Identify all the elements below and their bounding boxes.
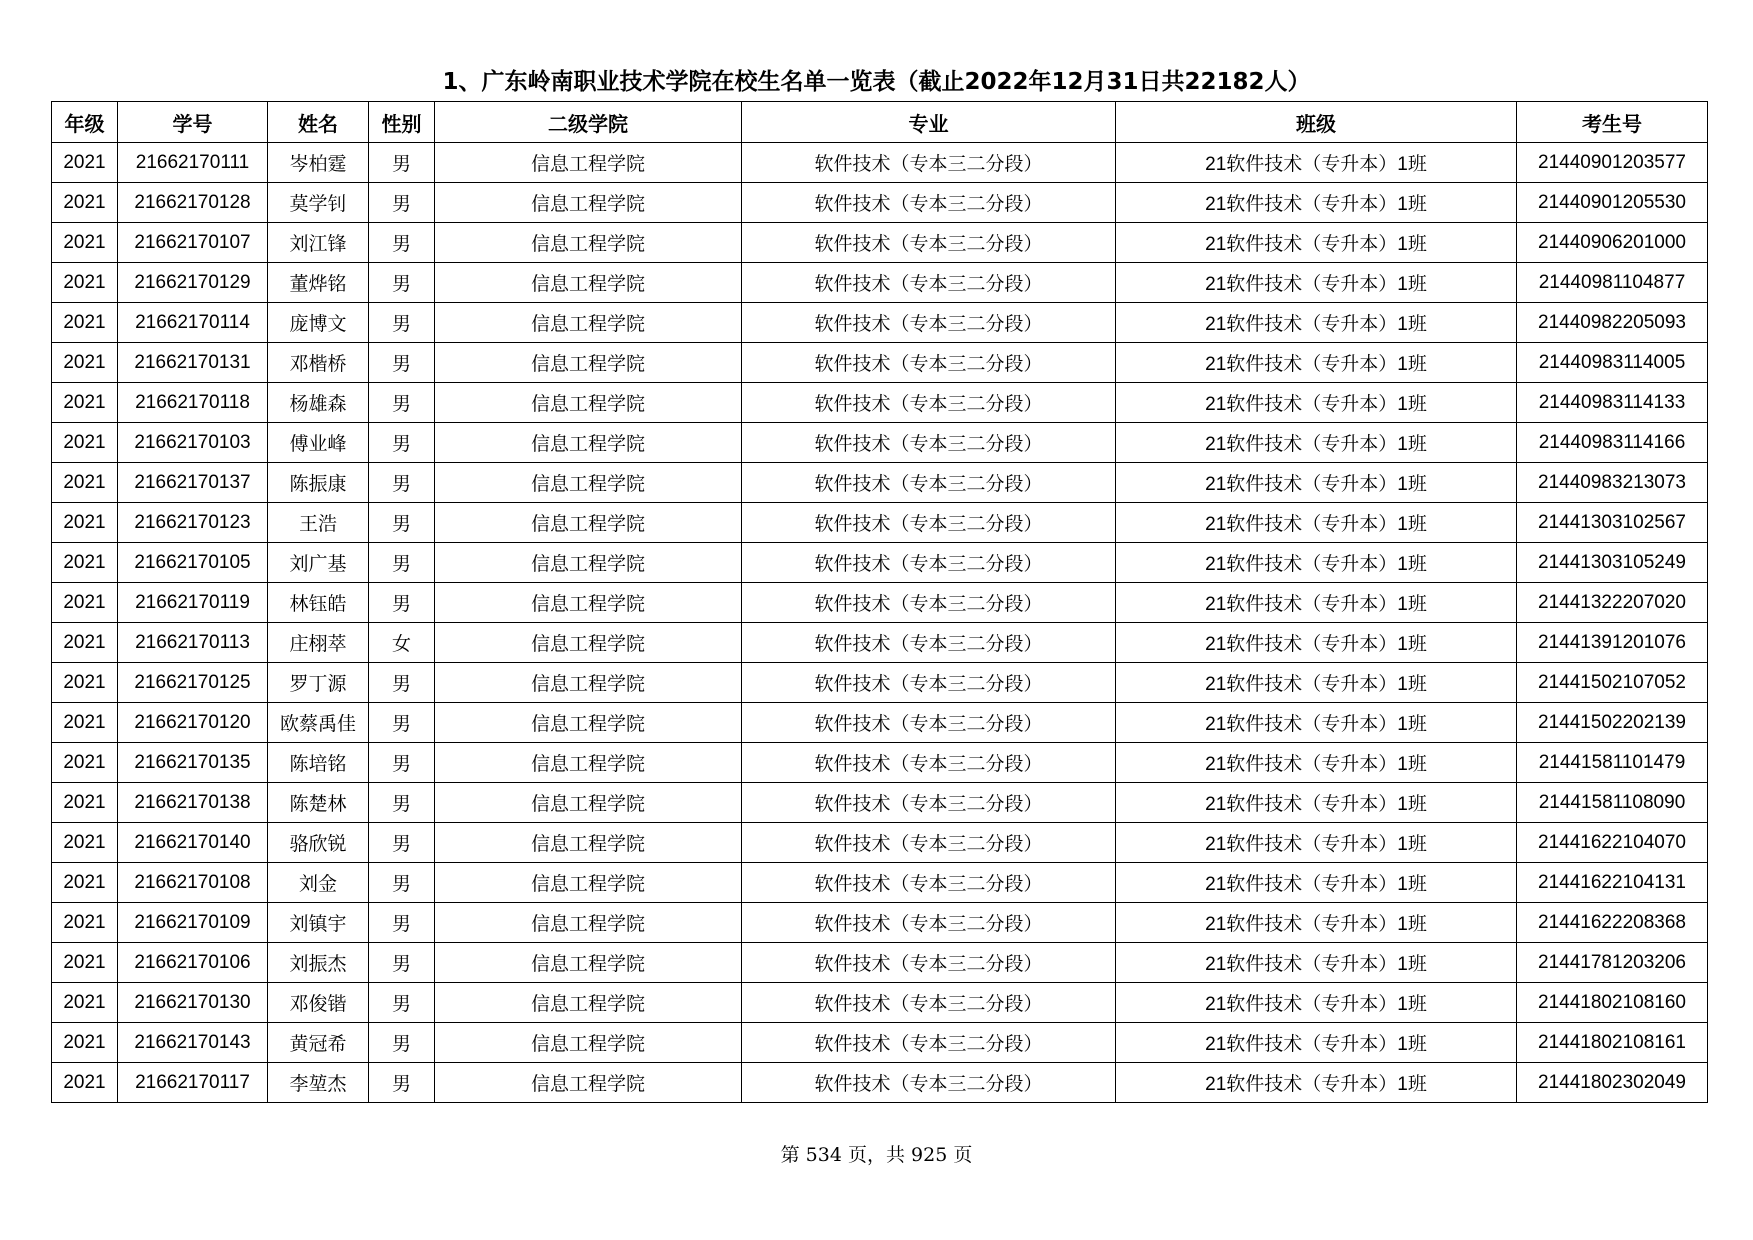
major-cell: 软件技术（专本三二分段） — [742, 903, 1116, 943]
school-cell: 信息工程学院 — [435, 743, 742, 783]
header-major: 专业 — [742, 102, 1116, 143]
student-id-cell: 21662170105 — [118, 543, 268, 583]
exam-id-cell: 21440981104877 — [1517, 263, 1708, 303]
student-id-cell: 21662170143 — [118, 1023, 268, 1063]
school-cell: 信息工程学院 — [435, 463, 742, 503]
exam-id-cell: 21441581108090 — [1517, 783, 1708, 823]
header-grade: 年级 — [52, 102, 118, 143]
exam-id-cell: 21440983114133 — [1517, 383, 1708, 423]
major-cell: 软件技术（专本三二分段） — [742, 863, 1116, 903]
class-cell: 21软件技术（专升本）1班 — [1116, 263, 1517, 303]
grade-cell: 2021 — [52, 143, 118, 183]
name-cell: 庄栩萃 — [268, 623, 369, 663]
table-row — [52, 1023, 1708, 1063]
table-row — [52, 743, 1708, 783]
exam-id-cell: 21440982205093 — [1517, 303, 1708, 343]
gender-cell: 男 — [369, 783, 435, 823]
school-cell: 信息工程学院 — [435, 343, 742, 383]
class-cell: 21软件技术（专升本）1班 — [1116, 143, 1517, 183]
school-cell: 信息工程学院 — [435, 903, 742, 943]
grade-cell: 2021 — [52, 463, 118, 503]
major-cell: 软件技术（专本三二分段） — [742, 383, 1116, 423]
gender-cell: 男 — [369, 863, 435, 903]
major-cell: 软件技术（专本三二分段） — [742, 183, 1116, 223]
table-row — [52, 543, 1708, 583]
table-row — [52, 503, 1708, 543]
table-row — [52, 383, 1708, 423]
grade-cell: 2021 — [52, 823, 118, 863]
gender-cell: 男 — [369, 503, 435, 543]
major-cell: 软件技术（专本三二分段） — [742, 783, 1116, 823]
header-name: 姓名 — [268, 102, 369, 143]
table-row — [52, 183, 1708, 223]
student-id-cell: 21662170119 — [118, 583, 268, 623]
student-id-cell: 21662170108 — [118, 863, 268, 903]
table-row — [52, 983, 1708, 1023]
name-cell: 刘振杰 — [268, 943, 369, 983]
school-cell: 信息工程学院 — [435, 943, 742, 983]
class-cell: 21软件技术（专升本）1班 — [1116, 423, 1517, 463]
grade-cell: 2021 — [52, 183, 118, 223]
table-row — [52, 823, 1708, 863]
class-cell: 21软件技术（专升本）1班 — [1116, 783, 1517, 823]
name-cell: 刘镇宇 — [268, 903, 369, 943]
class-cell: 21软件技术（专升本）1班 — [1116, 1063, 1517, 1103]
major-cell: 软件技术（专本三二分段） — [742, 543, 1116, 583]
table-row — [52, 623, 1708, 663]
major-cell: 软件技术（专本三二分段） — [742, 463, 1116, 503]
gender-cell: 男 — [369, 983, 435, 1023]
student-id-cell: 21662170137 — [118, 463, 268, 503]
class-cell: 21软件技术（专升本）1班 — [1116, 583, 1517, 623]
page-title: 1、广东岭南职业技术学院在校生名单一览表（截止2022年12月31日共22182人） — [442, 69, 1311, 95]
grade-cell: 2021 — [52, 943, 118, 983]
table-row — [52, 1063, 1708, 1103]
gender-cell: 男 — [369, 183, 435, 223]
grade-cell: 2021 — [52, 423, 118, 463]
grade-cell: 2021 — [52, 663, 118, 703]
name-cell: 罗丁源 — [268, 663, 369, 703]
name-cell: 岑柏霆 — [268, 143, 369, 183]
name-cell: 傅业峰 — [268, 423, 369, 463]
gender-cell: 男 — [369, 1063, 435, 1103]
name-cell: 刘金 — [268, 863, 369, 903]
gender-cell: 男 — [369, 423, 435, 463]
student-id-cell: 21662170113 — [118, 623, 268, 663]
grade-cell: 2021 — [52, 263, 118, 303]
exam-id-cell: 21440906201000 — [1517, 223, 1708, 263]
table-row — [52, 863, 1708, 903]
exam-id-cell: 21441622104070 — [1517, 823, 1708, 863]
class-cell: 21软件技术（专升本）1班 — [1116, 303, 1517, 343]
school-cell: 信息工程学院 — [435, 143, 742, 183]
student-id-cell: 21662170128 — [118, 183, 268, 223]
name-cell: 陈振康 — [268, 463, 369, 503]
school-cell: 信息工程学院 — [435, 223, 742, 263]
name-cell: 黄冠希 — [268, 1023, 369, 1063]
exam-id-cell: 21441303102567 — [1517, 503, 1708, 543]
exam-id-cell: 21440983114005 — [1517, 343, 1708, 383]
school-cell: 信息工程学院 — [435, 863, 742, 903]
grade-cell: 2021 — [52, 783, 118, 823]
student-roster-table — [51, 101, 1708, 1103]
table-row — [52, 903, 1708, 943]
school-cell: 信息工程学院 — [435, 423, 742, 463]
header-exam-id: 考生号 — [1517, 102, 1708, 143]
table-row — [52, 663, 1708, 703]
gender-cell: 男 — [369, 903, 435, 943]
table-row — [52, 303, 1708, 343]
gender-cell: 男 — [369, 1023, 435, 1063]
class-cell: 21软件技术（专升本）1班 — [1116, 183, 1517, 223]
table-row — [52, 343, 1708, 383]
exam-id-cell: 21441322207020 — [1517, 583, 1708, 623]
class-cell: 21软件技术（专升本）1班 — [1116, 983, 1517, 1023]
gender-cell: 男 — [369, 263, 435, 303]
gender-cell: 男 — [369, 703, 435, 743]
major-cell: 软件技术（专本三二分段） — [742, 503, 1116, 543]
grade-cell: 2021 — [52, 983, 118, 1023]
table-row — [52, 583, 1708, 623]
grade-cell: 2021 — [52, 223, 118, 263]
class-cell: 21软件技术（专升本）1班 — [1116, 383, 1517, 423]
school-cell: 信息工程学院 — [435, 783, 742, 823]
table-row — [52, 423, 1708, 463]
gender-cell: 男 — [369, 463, 435, 503]
student-id-cell: 21662170138 — [118, 783, 268, 823]
school-cell: 信息工程学院 — [435, 183, 742, 223]
class-cell: 21软件技术（专升本）1班 — [1116, 543, 1517, 583]
table-row — [52, 143, 1708, 183]
exam-id-cell: 21441802108161 — [1517, 1023, 1708, 1063]
class-cell: 21软件技术（专升本）1班 — [1116, 703, 1517, 743]
grade-cell: 2021 — [52, 903, 118, 943]
header-school: 二级学院 — [435, 102, 742, 143]
exam-id-cell: 21441303105249 — [1517, 543, 1708, 583]
student-id-cell: 21662170118 — [118, 383, 268, 423]
grade-cell: 2021 — [52, 503, 118, 543]
table-row — [52, 223, 1708, 263]
student-id-cell: 21662170111 — [118, 143, 268, 183]
student-id-cell: 21662170114 — [118, 303, 268, 343]
exam-id-cell: 21441581101479 — [1517, 743, 1708, 783]
school-cell: 信息工程学院 — [435, 623, 742, 663]
student-id-cell: 21662170123 — [118, 503, 268, 543]
grade-cell: 2021 — [52, 743, 118, 783]
student-id-cell: 21662170109 — [118, 903, 268, 943]
school-cell: 信息工程学院 — [435, 543, 742, 583]
exam-id-cell: 21441502107052 — [1517, 663, 1708, 703]
student-id-cell: 21662170140 — [118, 823, 268, 863]
class-cell: 21软件技术（专升本）1班 — [1116, 823, 1517, 863]
major-cell: 软件技术（专本三二分段） — [742, 703, 1116, 743]
major-cell: 软件技术（专本三二分段） — [742, 743, 1116, 783]
school-cell: 信息工程学院 — [435, 663, 742, 703]
name-cell: 陈培铭 — [268, 743, 369, 783]
exam-id-cell: 21441622104131 — [1517, 863, 1708, 903]
exam-id-cell: 21441622208368 — [1517, 903, 1708, 943]
major-cell: 软件技术（专本三二分段） — [742, 263, 1116, 303]
grade-cell: 2021 — [52, 343, 118, 383]
student-id-cell: 21662170125 — [118, 663, 268, 703]
class-cell: 21软件技术（专升本）1班 — [1116, 223, 1517, 263]
name-cell: 邓俊锴 — [268, 983, 369, 1023]
student-id-cell: 21662170107 — [118, 223, 268, 263]
school-cell: 信息工程学院 — [435, 503, 742, 543]
gender-cell: 男 — [369, 823, 435, 863]
name-cell: 陈楚林 — [268, 783, 369, 823]
name-cell: 杨雄森 — [268, 383, 369, 423]
name-cell: 欧蔡禹佳 — [268, 703, 369, 743]
table-row — [52, 703, 1708, 743]
major-cell: 软件技术（专本三二分段） — [742, 1023, 1116, 1063]
exam-id-cell: 21441781203206 — [1517, 943, 1708, 983]
gender-cell: 男 — [369, 743, 435, 783]
student-id-cell: 21662170106 — [118, 943, 268, 983]
grade-cell: 2021 — [52, 543, 118, 583]
exam-id-cell: 21441802302049 — [1517, 1063, 1708, 1103]
class-cell: 21软件技术（专升本）1班 — [1116, 463, 1517, 503]
table-body — [52, 143, 1708, 1103]
class-cell: 21软件技术（专升本）1班 — [1116, 343, 1517, 383]
table-row — [52, 943, 1708, 983]
major-cell: 软件技术（专本三二分段） — [742, 303, 1116, 343]
table-row — [52, 263, 1708, 303]
name-cell: 王浩 — [268, 503, 369, 543]
major-cell: 软件技术（专本三二分段） — [742, 663, 1116, 703]
exam-id-cell: 21440901205530 — [1517, 183, 1708, 223]
gender-cell: 男 — [369, 343, 435, 383]
major-cell: 软件技术（专本三二分段） — [742, 423, 1116, 463]
gender-cell: 男 — [369, 223, 435, 263]
header-gender: 性别 — [369, 102, 435, 143]
major-cell: 软件技术（专本三二分段） — [742, 343, 1116, 383]
class-cell: 21软件技术（专升本）1班 — [1116, 1023, 1517, 1063]
table-row — [52, 783, 1708, 823]
school-cell: 信息工程学院 — [435, 303, 742, 343]
major-cell: 软件技术（专本三二分段） — [742, 623, 1116, 663]
name-cell: 刘广基 — [268, 543, 369, 583]
gender-cell: 男 — [369, 583, 435, 623]
major-cell: 软件技术（专本三二分段） — [742, 1063, 1116, 1103]
major-cell: 软件技术（专本三二分段） — [742, 223, 1116, 263]
gender-cell: 男 — [369, 143, 435, 183]
name-cell: 骆欣锐 — [268, 823, 369, 863]
gender-cell: 男 — [369, 543, 435, 583]
school-cell: 信息工程学院 — [435, 583, 742, 623]
exam-id-cell: 21441802108160 — [1517, 983, 1708, 1023]
grade-cell: 2021 — [52, 623, 118, 663]
grade-cell: 2021 — [52, 583, 118, 623]
header-student-id: 学号 — [118, 102, 268, 143]
page-number-footer: 第 534 页，共 925 页 — [780, 1144, 973, 1166]
class-cell: 21软件技术（专升本）1班 — [1116, 743, 1517, 783]
gender-cell: 男 — [369, 943, 435, 983]
major-cell: 软件技术（专本三二分段） — [742, 823, 1116, 863]
exam-id-cell: 21441391201076 — [1517, 623, 1708, 663]
student-id-cell: 21662170117 — [118, 1063, 268, 1103]
name-cell: 莫学钊 — [268, 183, 369, 223]
exam-id-cell: 21441502202139 — [1517, 703, 1708, 743]
student-id-cell: 21662170120 — [118, 703, 268, 743]
gender-cell: 女 — [369, 623, 435, 663]
school-cell: 信息工程学院 — [435, 383, 742, 423]
name-cell: 刘江锋 — [268, 223, 369, 263]
major-cell: 软件技术（专本三二分段） — [742, 583, 1116, 623]
student-id-cell: 21662170129 — [118, 263, 268, 303]
exam-id-cell: 21440983114166 — [1517, 423, 1708, 463]
grade-cell: 2021 — [52, 303, 118, 343]
name-cell: 李堃杰 — [268, 1063, 369, 1103]
major-cell: 软件技术（专本三二分段） — [742, 143, 1116, 183]
name-cell: 董烨铭 — [268, 263, 369, 303]
student-id-cell: 21662170135 — [118, 743, 268, 783]
exam-id-cell: 21440901203577 — [1517, 143, 1708, 183]
name-cell: 林钰皓 — [268, 583, 369, 623]
grade-cell: 2021 — [52, 1063, 118, 1103]
exam-id-cell: 21440983213073 — [1517, 463, 1708, 503]
gender-cell: 男 — [369, 383, 435, 423]
class-cell: 21软件技术（专升本）1班 — [1116, 903, 1517, 943]
class-cell: 21软件技术（专升本）1班 — [1116, 943, 1517, 983]
name-cell: 邓楷桥 — [268, 343, 369, 383]
school-cell: 信息工程学院 — [435, 823, 742, 863]
major-cell: 软件技术（专本三二分段） — [742, 983, 1116, 1023]
table-header-row — [52, 102, 1708, 143]
school-cell: 信息工程学院 — [435, 1063, 742, 1103]
class-cell: 21软件技术（专升本）1班 — [1116, 503, 1517, 543]
table-row — [52, 463, 1708, 503]
major-cell: 软件技术（专本三二分段） — [742, 943, 1116, 983]
student-id-cell: 21662170130 — [118, 983, 268, 1023]
class-cell: 21软件技术（专升本）1班 — [1116, 863, 1517, 903]
class-cell: 21软件技术（专升本）1班 — [1116, 623, 1517, 663]
student-id-cell: 21662170103 — [118, 423, 268, 463]
header-class: 班级 — [1116, 102, 1517, 143]
grade-cell: 2021 — [52, 1023, 118, 1063]
school-cell: 信息工程学院 — [435, 1023, 742, 1063]
grade-cell: 2021 — [52, 863, 118, 903]
gender-cell: 男 — [369, 303, 435, 343]
student-id-cell: 21662170131 — [118, 343, 268, 383]
school-cell: 信息工程学院 — [435, 703, 742, 743]
class-cell: 21软件技术（专升本）1班 — [1116, 663, 1517, 703]
gender-cell: 男 — [369, 663, 435, 703]
school-cell: 信息工程学院 — [435, 983, 742, 1023]
school-cell: 信息工程学院 — [435, 263, 742, 303]
grade-cell: 2021 — [52, 383, 118, 423]
name-cell: 庞博文 — [268, 303, 369, 343]
grade-cell: 2021 — [52, 703, 118, 743]
